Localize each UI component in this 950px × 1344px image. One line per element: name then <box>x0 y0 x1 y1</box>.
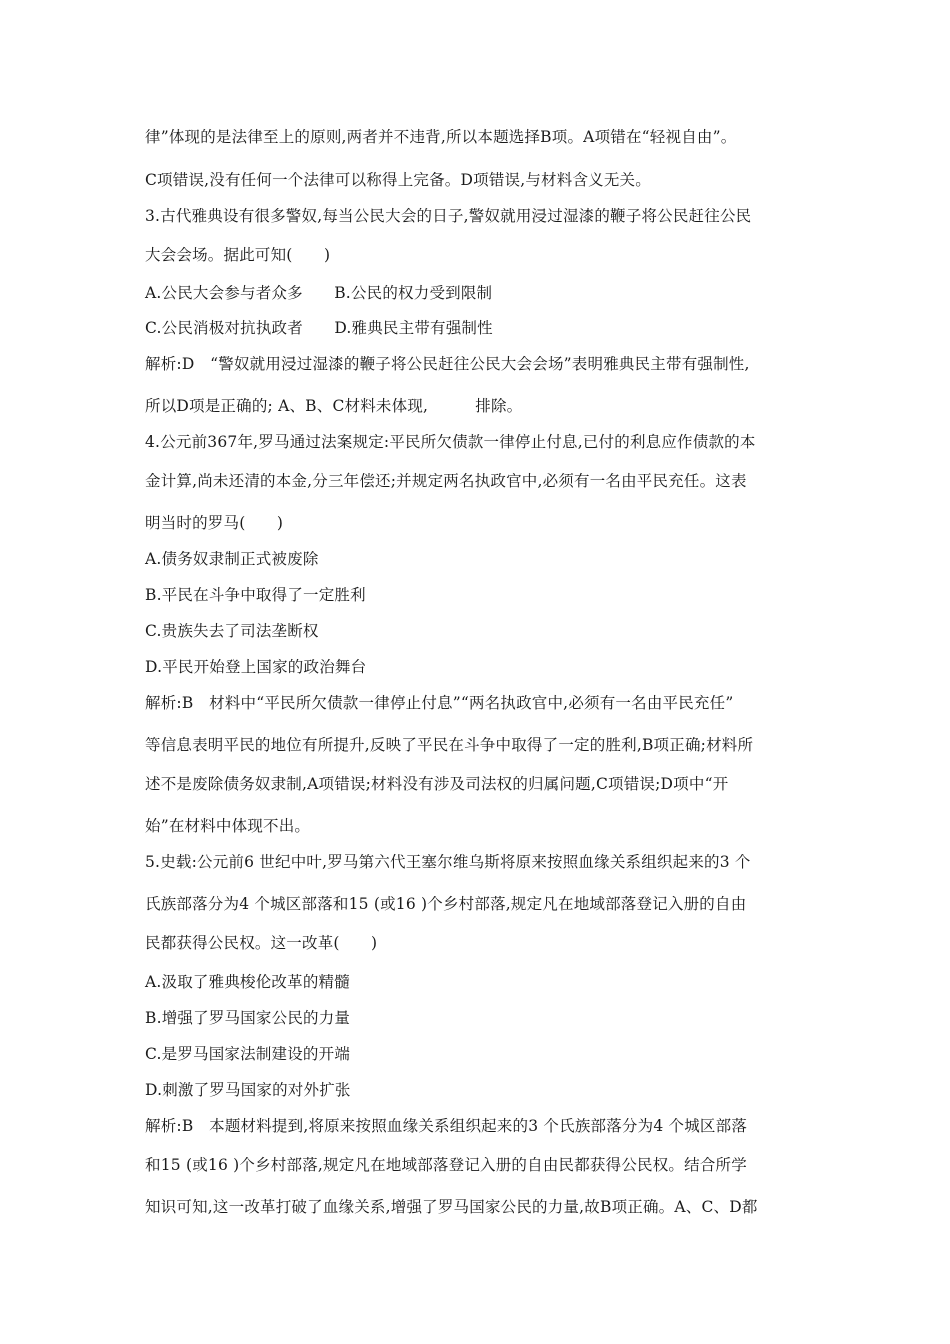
question-4-stem: 4.公元前367年,罗马通过法案规定:平民所欠债款一律停止付息,已付的利息应作债款的本 <box>145 433 756 451</box>
question-4-option-b: B.平民在斗争中取得了一定胜利 <box>145 586 366 604</box>
question-4-stem: 金计算,尚未还清的本金,分三年偿还;并规定两名执政官中,必须有一名由平民充任。这表 <box>145 472 747 490</box>
text-line: C项错误,没有任何一个法律可以称得上完备。D项错误,与材料含义无关。 <box>145 171 651 189</box>
question-3-analysis: 解析:D “警奴就用浸过湿漆的鞭子将公民赶往公民大会会场”表明雅典民主带有强制性, <box>145 355 750 373</box>
question-4-analysis: 等信息表明平民的地位有所提升,反映了平民在斗争中取得了一定的胜利,B项正确;材料所 <box>145 736 754 754</box>
question-5-analysis: 知识可知,这一改革打破了血缘关系,增强了罗马国家公民的力量,故B项正确。A、C、D都 <box>145 1198 758 1216</box>
question-4-option-a: A.债务奴隶制正式被废除 <box>145 550 319 568</box>
question-5-option-d: D.刺激了罗马国家的对外扩张 <box>145 1081 351 1099</box>
text-line: 律”体现的是法律至上的原则,两者并不违背,所以本题选择B项。A项错在“轻视自由”。 <box>145 128 737 146</box>
question-5-stem: 民都获得公民权。这一改革( ) <box>145 934 378 952</box>
question-5-analysis: 解析:B 本题材料提到,将原来按照血缘关系组织起来的3 个氏族部落分为4 个城区部落 <box>145 1117 748 1135</box>
question-4-analysis: 述不是废除债务奴隶制,A项错误;材料没有涉及司法权的归属问题,C项错误;D项中“开 <box>145 775 729 793</box>
question-3-stem: 3.古代雅典设有很多警奴,每当公民大会的日子,警奴就用浸过湿漆的鞭子将公民赶往公民 <box>145 207 752 225</box>
question-3-stem: 大会会场。据此可知( ) <box>145 246 331 264</box>
question-5-option-a: A.汲取了雅典梭伦改革的精髓 <box>145 973 350 991</box>
question-4-analysis: 解析:B 材料中“平民所欠债款一律停止付息”“两名执政官中,必须有一名由平民充任” <box>145 694 734 712</box>
question-5-option-c: C.是罗马国家法制建设的开端 <box>145 1045 351 1063</box>
question-5-stem: 5.史载:公元前6 世纪中叶,罗马第六代王塞尔维乌斯将原来按照血缘关系组织起来的3 个 <box>145 853 751 871</box>
question-5-stem: 氏族部落分为4 个城区部落和15 (或16 )个乡村部落,规定凡在地域部落登记入册的自由 <box>145 895 747 913</box>
question-4-analysis: 始”在材料中体现不出。 <box>145 817 311 835</box>
question-5-option-b: B.增强了罗马国家公民的力量 <box>145 1009 351 1027</box>
question-3-options: A.公民大会参与者众多 B.公民的权力受到限制 <box>145 284 493 302</box>
question-4-stem: 明当时的罗马( ) <box>145 514 284 532</box>
question-3-options: C.公民消极对抗执政者 D.雅典民主带有强制性 <box>145 319 493 337</box>
question-5-analysis: 和15 (或16 )个乡村部落,规定凡在地域部落登记入册的自由民都获得公民权。结合所学 <box>145 1156 747 1174</box>
question-4-option-c: C.贵族失去了司法垄断权 <box>145 622 319 640</box>
question-3-analysis: 所以D项是正确的; A、B、C材料未体现, 排除。 <box>145 397 523 415</box>
question-4-option-d: D.平民开始登上国家的政治舞台 <box>145 658 367 676</box>
